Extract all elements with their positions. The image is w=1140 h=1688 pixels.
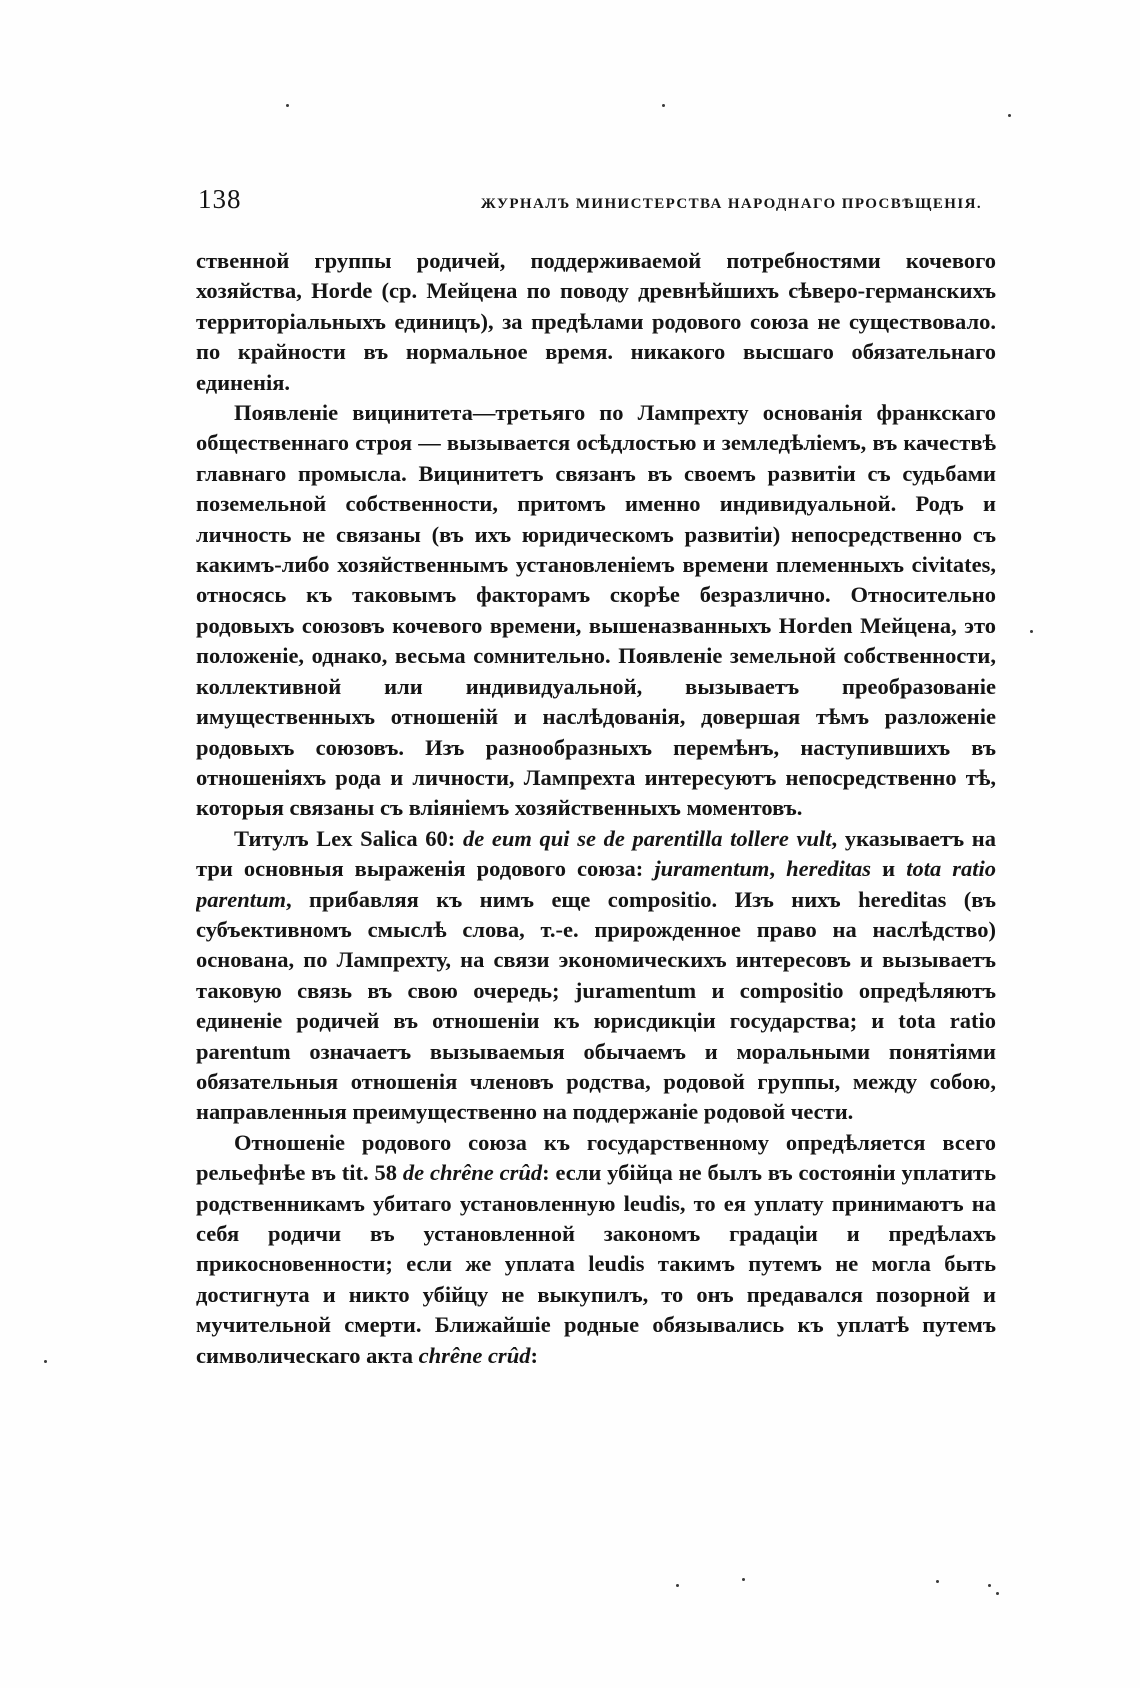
text-run: , <box>769 856 787 882</box>
paragraph-state-relation <box>196 1128 996 1371</box>
scan-speck <box>44 1360 47 1363</box>
body-text <box>196 246 996 1536</box>
paragraph-continuation <box>196 246 996 398</box>
italic-term: de chrêne crûd <box>402 1160 543 1186</box>
text-run: Отношеніе родового союза къ государственному опредѣляется всего рельефнѣе въ tit. 58 <box>196 1129 996 1186</box>
scan-speck <box>936 1580 939 1583</box>
scan-speck <box>996 1592 999 1595</box>
text-run: : если убійца не былъ въ состояніи уплатить родственникамъ убитаго установленную leudis, то ея уплату принимаютъ на себя родичи въ установленной закономъ градаціи и предѣлахъ прикосновенности; если же уплата leudis такимъ путемъ не могла быть достигнута и никто убійцу не выкупилъ, то онъ предавался позорной и мучительной смерти. Ближайшіе родные обязывались къ уплатѣ путемъ символическаго акта <box>196 1160 996 1368</box>
scan-speck <box>988 1584 991 1587</box>
scan-speck <box>742 1578 745 1581</box>
scan-speck <box>286 104 289 107</box>
italic-term: chrêne crûd <box>418 1342 531 1368</box>
running-head: ЖУРНАЛЪ МИНИСТЕРСТВА НАРОДНАГО ПРОСВѢЩЕНІЯ. <box>480 196 982 212</box>
page-number: 138 <box>198 184 242 214</box>
scan-speck <box>676 1584 679 1587</box>
paragraph-vicinity <box>196 398 996 824</box>
text-run: и <box>871 856 907 882</box>
text-run: , указываетъ на три основныя выраженія родового союза: <box>196 825 996 882</box>
italic-term: tota ratio parentum <box>196 856 996 912</box>
italic-term: hereditas <box>786 856 872 882</box>
paragraph-text: Появленіе вицинитета—третьяго по Лампрехту основанія франкскаго общественнаго строя — вызывается осѣдлостью и земледѣліемъ, въ качествѣ главнаго промысла. Вицинитетъ связанъ въ своемъ развитіи съ судьбами поземельной собственности, притомъ именно индивидуальной. Родъ и личность не связаны (въ ихъ юридическомъ развитіи) непосредственно съ какимъ-либо хозяйственнымъ установленіемъ времени племенныхъ civitates, относясь къ таковымъ факторамъ скорѣе безразлично. Относительно родовыхъ союзовъ кочевого времени, вышеназванныхъ Horden Мейцена, это положеніе, однако, весьма сомнительно. Появленіе земельной собственности, коллективной или индивидуальной, вызываетъ преобразованіе имущественныхъ отношеній и наслѣдованія, довершая тѣмъ разложеніе родовыхъ союзовъ. Изъ разнообразныхъ перемѣнъ, наступившихъ въ отношеніяхъ рода и личности, Лампрехта интересуютъ непосредственно тѣ, которыя связаны съ вліяніемъ хозяйственныхъ моментовъ. <box>196 400 996 821</box>
scan-speck <box>1030 630 1033 633</box>
text-run: : <box>530 1342 538 1368</box>
text-run: , прибавляя къ нимъ еще compositio. Изъ нихъ hereditas (въ субъективномъ смыслѣ слова, т.-е. прирожденное право на наслѣдство) основана, по Лампрехту, на связи экономическихъ интересовъ и вызываетъ таковую связь въ свою очередь; juramentum и compositio опредѣляютъ единеніе родичей въ отношеніи къ юрисдикціи государства; и tota ratio parentum означаетъ вызываемыя обычаемъ и моральными понятіями обязательныя отношенія членовъ родства, родовой группы, между собою, направленныя преимущественно на поддержаніе родовой чести. <box>196 886 996 1125</box>
scan-speck <box>662 104 665 107</box>
text-run: Титулъ Lex Salica 60: <box>234 825 463 851</box>
italic-term: juramentum <box>654 856 770 882</box>
page-header <box>198 184 994 215</box>
paragraph-text: ственной группы родичей, поддерживаемой потребностями кочевого хозяйства, Horde (ср. Мейцена по поводу древнѣйшихъ сѣверо-германскихъ территоріальныхъ единицъ), за предѣлами родового союза не существовало. по крайности въ нормальное время. никакого высшаго обязательнаго единенія. <box>196 248 996 395</box>
paragraph-lex-salica <box>196 824 996 1128</box>
italic-title: de eum qui se de parentilla tollere vult <box>462 825 832 851</box>
scan-speck <box>1008 114 1011 117</box>
